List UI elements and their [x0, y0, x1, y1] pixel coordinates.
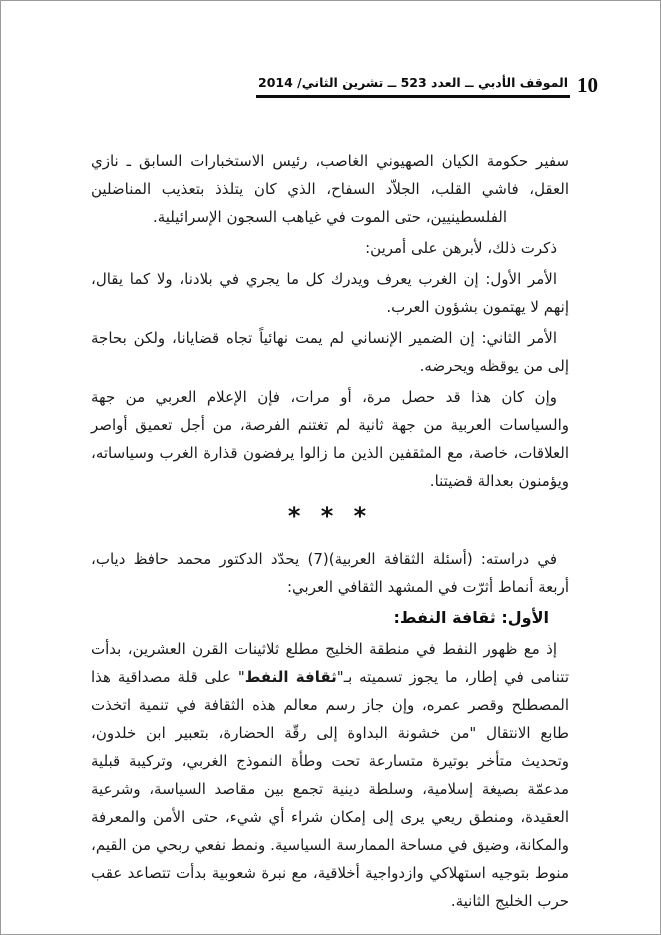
page-number: 10 [577, 73, 598, 97]
paragraph-1: سفير حكومة الكيان الصهيوني الغاصب، رئيس الاستخبارات السابق ـ نازي العقل، فاشي القلب، الجلاّد السفاح، الذي كان يتلذذ بتعذيب المناضلين الفلسطينيين، حتى الموت في غياهب السجون الإسرائيلية. [91, 152, 569, 226]
paragraph-3: الأمر الأول: إن الغرب يعرف ويدرك كل ما يجري في بلادنا، ولا كما يقال، إنهم لا يهتمون بشؤون العرب. [91, 270, 569, 316]
oil-culture-term-bold: ثقافة النفط [244, 668, 337, 686]
paragraph-7 [91, 635, 569, 915]
paragraph-4: الأمر الثاني: إن الضمير الإنساني لم يمت نهائياً تجاه قضايانا، ولكن بحاجة إلى من يوقظه ويحرضه. [91, 329, 569, 375]
section-heading-oil-culture: الأول: ثقافة النفط: [393, 608, 549, 627]
paragraph-5: وإن كان هذا قد حصل مرة، أو مرات، فإن الإعلام العربي من جهة والسياسات العربية من جهة ثانية لم تغتنم الفرصة، من أجل تعميق أواصر العلاقات، خاصة، مع المثقفين الذين ما زالوا يرفضون قذارة الغرب وسياساته، ويؤمنون بعدالة قضيتنا. [91, 388, 569, 490]
section-separator-asterisks: * * * [287, 502, 373, 530]
paragraph-7-text-post: " على قلة مصداقية هذا المصطلح وقصر عمره، وإن جاز رسم معالم هذه الثقافة في تنمية اتخذت طابع الانتقال "من خشونة البداوة إلى رقّة الحضارة، بتعبير ابن خلدون، وتحديث متأخر بوتيرة متسارعة تحت وطأة النموذج الغربي، وتركيبة قبلية مدعمّة بصيغة إسلامية، وسلطة دينية تجمع بين مقاصد السياسة، وشرعية العقيدة، ومنطق ريعي يرى إلى إمكان شراء أي شيء، حتى الأمن والمعرفة والمكانة، وضيق في مساحة الممارسة السياسية. ونمط نفعي ربحي من القيم، منوط بتوجيه استهلاكي وازدواجية أخلاقية، مع نبرة شعوبية بدأت تتصاعد عقب حرب الخليج الثانية. [91, 668, 569, 910]
article-body [91, 147, 569, 918]
journal-title-banner: الموقف الأدبي ــ العدد 523 ــ تشرين الثاني/ 2014 [256, 76, 570, 98]
page-header [256, 75, 598, 98]
paragraph-7-text-pre: إذ مع ظهور النفط في منطقة الخليج مطلع ثلاثينات القرن العشرين، بدأت تتنامى في إطار، ما يجوز تسميته بـ" [91, 640, 570, 686]
paragraph-6: في دراسته: (أسئلة الثقافة العربية)(7) يحدّد الدكتور محمد حافظ دياب، أربعة أنماط أثرّت في المشهد الثقافي العربي: [91, 550, 569, 596]
paragraph-2: ذكرت ذلك، لأبرهن على أمرين: [365, 239, 557, 257]
